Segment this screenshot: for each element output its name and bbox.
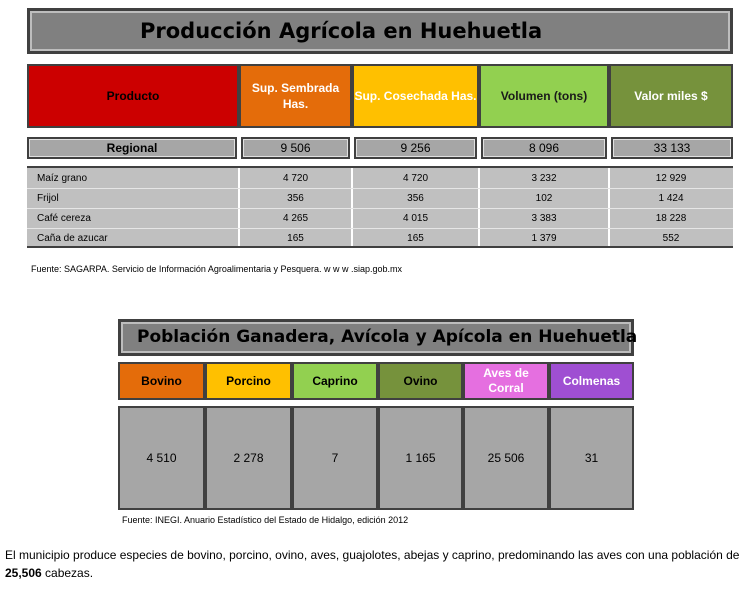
cell-producto: Caña de azucar [37, 232, 108, 244]
table1-source: Fuente: SAGARPA. Servicio de Información Agroalimentaria y Pesquera. w w w .siap.gob.mx [31, 264, 402, 274]
table1-title: Producción Agrícola en Huehuetla [27, 8, 733, 54]
regional-sup-cosechada: 9 256 [354, 137, 477, 159]
regional-sup-sembrada: 9 506 [241, 137, 350, 159]
header-ovino: Ovino [378, 362, 463, 400]
paragraph-text-before: El municipio produce especies de bovino, porcino, ovino, aves, guajolotes, abejas y caprino, predominando las aves con una población de [5, 548, 740, 562]
value-colmenas: 31 [549, 406, 634, 510]
table-row [27, 188, 733, 208]
cell-valor: 18 228 [655, 212, 687, 224]
header-sup-sembrada: Sup. Sembrada Has. [239, 64, 352, 128]
summary-paragraph [5, 546, 747, 582]
cell-volumen: 102 [535, 192, 553, 204]
cell-sup-cosechada: 4 015 [402, 212, 429, 224]
cell-sup-sembrada: 165 [287, 232, 304, 244]
cell-sup-cosechada: 165 [407, 232, 424, 244]
table-row [27, 168, 733, 188]
header-bovino: Bovino [118, 362, 205, 400]
cell-volumen: 3 232 [531, 172, 557, 184]
regional-valor: 33 133 [611, 137, 733, 159]
header-producto: Producto [27, 64, 239, 128]
paragraph-text-after: cabezas. [41, 566, 94, 580]
cell-valor: 552 [662, 232, 680, 244]
value-bovino: 4 510 [118, 406, 205, 510]
value-ovino: 1 165 [378, 406, 463, 510]
regional-label: Regional [27, 137, 237, 159]
paragraph-bold-number: 25,506 [5, 566, 42, 580]
value-porcino: 2 278 [205, 406, 292, 510]
header-aves-de-corral: Aves de Corral [463, 362, 549, 400]
cell-valor: 12 929 [655, 172, 687, 184]
cell-sup-sembrada: 4 720 [282, 172, 309, 184]
value-aves-de-corral: 25 506 [463, 406, 549, 510]
cell-producto: Café cereza [37, 212, 91, 224]
cell-producto: Frijol [37, 192, 59, 204]
cell-sup-sembrada: 4 265 [282, 212, 309, 224]
cell-producto: Maíz grano [37, 172, 88, 184]
header-volumen: Volumen (tons) [479, 64, 609, 128]
header-porcino: Porcino [205, 362, 292, 400]
regional-volumen: 8 096 [481, 137, 607, 159]
value-caprino: 7 [292, 406, 378, 510]
table2-title: Población Ganadera, Avícola y Apícola en Huehuetla [118, 319, 634, 356]
table-row [27, 208, 733, 228]
cell-volumen: 3 383 [531, 212, 557, 224]
cell-sup-cosechada: 356 [407, 192, 424, 204]
cell-sup-cosechada: 4 720 [402, 172, 429, 184]
cell-valor: 1 424 [658, 192, 684, 204]
header-caprino: Caprino [292, 362, 378, 400]
cell-sup-sembrada: 356 [287, 192, 304, 204]
header-sup-cosechada: Sup. Cosechada Has. [352, 64, 479, 128]
table-row [27, 228, 733, 248]
cell-volumen: 1 379 [531, 232, 557, 244]
header-valor: Valor miles $ [609, 64, 733, 128]
header-colmenas: Colmenas [549, 362, 634, 400]
table2-source: Fuente: INEGI. Anuario Estadístico del Estado de Hidalgo, edición 2012 [122, 515, 409, 525]
